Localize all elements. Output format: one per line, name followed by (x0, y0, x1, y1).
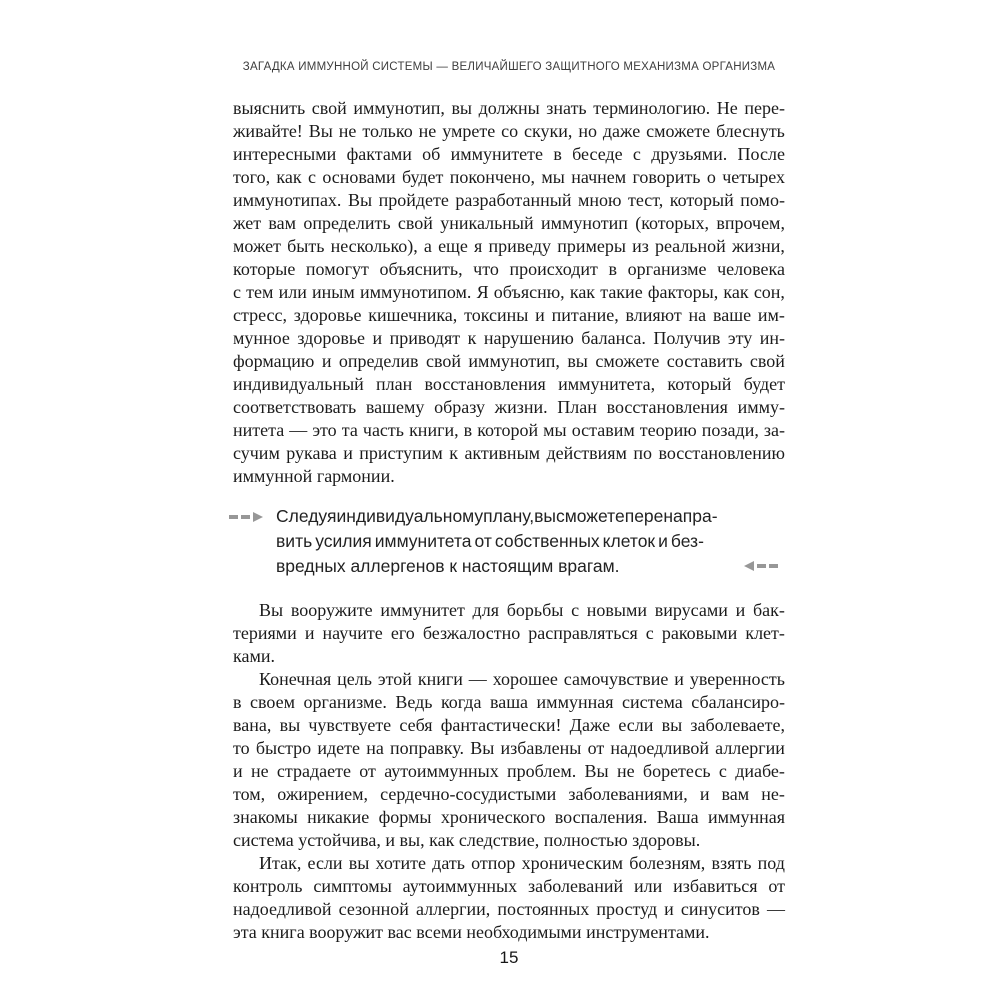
text-line: интересными фактами об иммунитете в беседе с друзьями. После (233, 144, 785, 164)
text-line: формацию и определив свой иммунотип, вы сможете составить свой (233, 351, 785, 371)
pull-quote (276, 504, 718, 579)
text-line: стресс, здоровье кишечника, токсины и питание, влияют на ваше им- (233, 305, 785, 325)
running-header: ЗАГАДКА ИММУННОЙ СИСТЕМЫ — ВЕЛИЧАЙШЕГО ЗАЩИТНОГО МЕХАНИЗМА ОРГАНИЗМА (242, 61, 776, 73)
text-line: Вы вооружите иммунитет для борьбы с новыми вирусами и бак- (259, 600, 785, 620)
arrow-dash (769, 564, 778, 568)
text-line: Итак, если вы хотите дать отпор хроническим болезням, взять под (259, 853, 785, 873)
arrow-dash (241, 515, 250, 519)
text-line: териями и научите его безжалостно расправляться с раковыми клет- (233, 623, 785, 643)
paragraph (233, 852, 785, 944)
text-line: иммунной гармонии. (233, 466, 395, 486)
text-line: надоедливой сезонной аллергии, постоянных простуд и синуситов — (233, 899, 785, 919)
text-line: эта книга вооружит вас всеми необходимыми инструментами. (233, 922, 710, 942)
text-line: живайте! Вы не только не умрете со скуки, но даже сможете блеснуть (233, 121, 785, 141)
text-line: знакомы никакие формы хронического воспаления. Ваша иммунная (233, 807, 785, 827)
text-line: иммунотипах. Вы пройдете разработанный мною тест, который помо- (233, 190, 785, 210)
text-line: того, как с основами будет покончено, мы начнем говорить о четырех (233, 167, 785, 187)
text-line: вана, вы чувствуете себя фантастически! Даже если вы заболеваете, (233, 715, 785, 735)
text-line: вить усилия иммунитета от собственных клеток и без- (276, 531, 704, 551)
text-line: контроль симптомы аутоиммунных заболеваний или избавиться от (233, 876, 785, 896)
text-line: том, ожирением, сердечно-сосудистыми заболеваниями, и вам не- (233, 784, 785, 804)
text-line: Следуя индивидуальному плану, вы сможете перенапра- (276, 506, 718, 526)
text-line: мунное здоровье и приводят к нарушению баланса. Получив эту ин- (233, 328, 785, 348)
text-line: ками. (233, 646, 275, 666)
page-number: 15 (499, 948, 519, 967)
paragraph (233, 668, 785, 852)
arrow-dash (757, 564, 766, 568)
dashed-arrow-right-icon (229, 511, 263, 523)
arrow-triangle-right (253, 512, 263, 522)
paragraph (233, 599, 785, 668)
text-line: Конечная цель этой книги — хорошее самочувствие и уверенность (259, 669, 785, 689)
text-line: вредных аллергенов к настоящим врагам. (276, 556, 620, 576)
text-line: с тем или иным иммунотипом. Я объясню, как такие факторы, как сон, (233, 282, 785, 302)
text-line: соответствовать вашему образу жизни. План восстановления имму- (233, 397, 785, 417)
text-line: может быть несколько), а еще я приведу примеры из реальной жизни, (233, 236, 785, 256)
page-body (233, 97, 785, 944)
text-line: то быстро идете на поправку. Вы избавлены от надоедливой аллергии (233, 738, 785, 758)
paragraph (233, 97, 785, 488)
text-line: жет вам определить свой уникальный иммунотип (которых, впрочем, (233, 213, 785, 233)
text-line: и не страдаете от аутоиммунных проблем. Вы не боретесь с диабе- (233, 761, 785, 781)
text-line: в своем организме. Ведь когда ваша иммунная система сбалансиро- (233, 692, 785, 712)
text-line: которые помогут объяснить, что происходит в организме человека (233, 259, 785, 279)
text-line: система устойчива, и вы, как следствие, полностью здоровы. (233, 830, 701, 850)
text-line: индивидуальный план восстановления иммунитета, который будет (233, 374, 785, 394)
text-line: выяснить свой иммунотип, вы должны знать терминологию. Не пере- (233, 98, 785, 118)
arrow-triangle-left (744, 561, 754, 571)
dashed-arrow-left-icon (744, 560, 778, 572)
text-line: сучим рукава и приступим к активным действиям по восстановлению (233, 443, 785, 463)
text-line: нитета — это та часть книги, в которой мы оставим теорию позади, за- (233, 420, 785, 440)
arrow-dash (229, 515, 238, 519)
